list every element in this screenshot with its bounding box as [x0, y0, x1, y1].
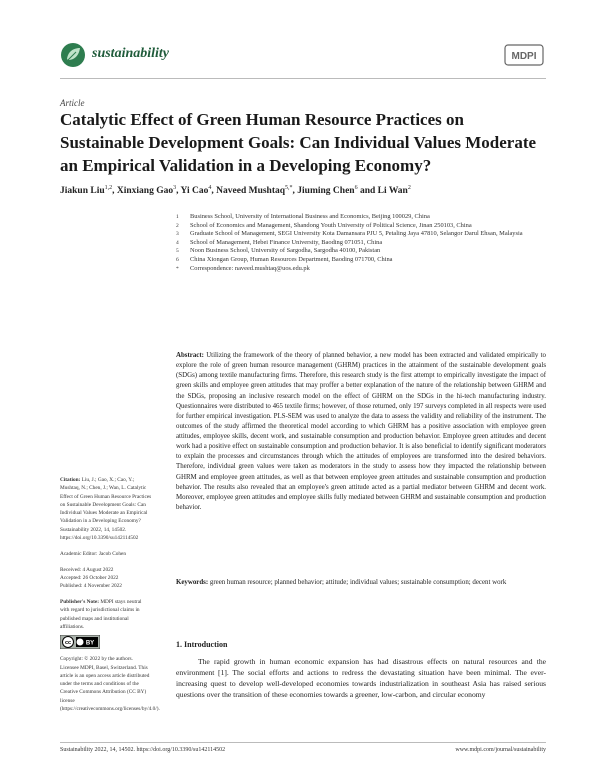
citation	[60, 476, 152, 542]
header-divider	[60, 78, 546, 79]
author-name[interactable]: Li Wan	[377, 186, 408, 197]
publishers-note-label: Publisher's Note:	[60, 599, 99, 606]
copyright-notice: Copyright: © 2022 by the authors. Licensee MDPI, Basel, Switzerland. This article is an open access article distributed under the terms and conditions of the Creative Commons Attribution (CC BY) license (https://creativecommons.org/licenses/by/4.0/).	[60, 656, 160, 713]
author-name[interactable]: Jiuming Chen	[297, 186, 355, 197]
affiliation-item	[176, 247, 546, 256]
citation-label: Citation:	[60, 477, 81, 483]
section-heading: 1. Introduction	[176, 640, 228, 649]
author-name[interactable]: Yi Cao	[180, 186, 209, 197]
journal-leaf-icon	[60, 42, 86, 68]
affiliation-mark: 2	[176, 222, 179, 229]
correspondence-text: Correspondence: naveed.mushtaq@uos.edu.pk	[190, 264, 310, 272]
publishers-note-text: MDPI stays neutral with regard to jurisdictional claims in published maps and institutional affiliations.	[60, 599, 142, 630]
footer-divider	[60, 742, 546, 743]
abstract	[176, 351, 546, 513]
affiliation-text: Noon Business School, University of Sargodha, Sargodha 40100, Pakistan	[190, 247, 381, 255]
author-affiliation-mark: 1,2	[104, 185, 113, 191]
publishers-note	[60, 598, 152, 631]
footer-journal-url[interactable]: www.mdpi.com/journal/sustainability	[455, 747, 546, 753]
journal-name[interactable]: sustainability	[92, 46, 170, 61]
cc-by-icon[interactable]	[60, 635, 100, 649]
citation-text[interactable]: Liu, J.; Gao, X.; Cao, Y.; Mushtaq, N.; Chen, J.; Wan, L. Catalytic Effect of Green Human Resource Practices on Sustainable Development Goals: Can Individual Values Moderate an Empirical Validation in a Developing Economy? Sustainability 2022, 14, 14502. https://doi.org/10.3390/su142114502	[60, 477, 152, 542]
affiliation-item	[176, 239, 546, 248]
affiliation-text: China Xiongan Group, Human Resources Department, Baoding 071700, China	[190, 255, 393, 263]
affiliation-text: School of Management, Hebei Finance University, Baoding 071051, China	[190, 238, 383, 246]
affiliation-mark: 3	[176, 231, 179, 238]
affiliation-item	[176, 256, 546, 265]
affiliation-text: Graduate School of Management, SEGI University Kota Damansara PJU 5, Petaling Jaya 47810, Selangor Darul Ehsan, Malaysia	[190, 230, 523, 238]
published-date: Published: 4 November 2022	[60, 583, 122, 590]
article-title: Catalytic Effect of Green Human Resource Practices on Sustainable Development Goals: Can Individual Values Moderate an Empirical Validation in a Developing Economy?	[60, 110, 537, 175]
affiliation-mark: 1	[176, 214, 179, 220]
author-affiliation-mark: 5,*	[285, 185, 293, 191]
svg-text:BY: BY	[85, 640, 95, 647]
affiliation-list	[176, 213, 546, 273]
author-affiliation-mark: 4	[208, 185, 212, 191]
received-date: Received: 4 August 2022	[60, 566, 114, 573]
academic-editor: Academic Editor: Jacob Cohen	[60, 550, 127, 557]
affiliation-item	[176, 213, 546, 222]
article-type: Article	[60, 98, 85, 108]
affiliation-item	[176, 230, 546, 239]
keywords	[176, 578, 546, 588]
author-affiliation-mark: 6	[354, 185, 358, 191]
author-name[interactable]: Naveed Mushtaq	[216, 186, 286, 197]
article-info-sidebar	[60, 476, 160, 713]
affiliation-mark: 6	[176, 256, 179, 263]
affiliation-mark: *	[176, 265, 179, 272]
abstract-text: Utilizing the framework of the theory of planned behavior, a new model has been extracted and validated empirically to explore the role of green human resource management (GHRM) practices in the attainment of the sustainable development goals (SDGs) among textile manufacturing firms. Therefore, this research study is the first attempt to empirically investigate the impact of green skills and employee green attitudes that may proffer a better explanation of the nature of the relationship between GHRM and the SDGs, proposing an inclusive research model on the effect of GHRM on the SDGs in the hi-tech manufacturing industry. Questionnaires were distributed to 465 textile firms; however, of those returned, only 197 surveys completed in all respects were used for further empirical investigation. PLS-SEM was used to analyze the data to assess the validity and reliability of the instrument. The outcomes of the study affirmed the theoretical model according to which GHRM has a positive association with employee green attitudes, employee skills, decent work, and sustainable consumption and production behavior. Employee green attitudes and decent work had a positive effect on sustainable consumption and production behavior. It is also beneficial to identify significant moderators to explain the processes and circumstances through which the attitudes of employees are transformed into the desired behaviors. Therefore, individual green values were taken as moderators in the study to assess how they impacted the relationship between GHRM and employee green attitudes, as well as that between employee green attitudes and sustainable consumption and production behavior. The results also revealed that an employee's green attitude acted as a partial mediator between GHRM and decent work. Moreover, employee green attitudes and employee skills fully mediated between GHRM and sustainable consumption and production behavior.	[176, 352, 546, 511]
accepted-date: Accepted: 26 October 2022	[60, 574, 119, 581]
abstract-label: Abstract:	[176, 352, 204, 359]
author-affiliation-mark: 3	[173, 185, 177, 191]
keywords-text: green human resource; planned behavior; attitude; individual values; sustainable consumption; decent work	[209, 579, 507, 586]
affiliation-text: School of Economics and Management, Shandong Youth University of Political Science, Jinan 250103, China	[190, 221, 472, 229]
author-name[interactable]: Jiakun Liu	[60, 186, 105, 197]
mdpi-logo[interactable]	[504, 44, 544, 66]
affiliation-item	[176, 222, 546, 231]
publisher-logo-text: MDPI	[511, 51, 537, 62]
svg-text:cc: cc	[64, 640, 72, 647]
introduction-text: The rapid growth in human economic expansion has had disastrous effects on natural resources and the environment [1]. The social efforts and actions to redress the devastating situation have been minimal. The ever-increasing quest to develop well-developed economies towards industrialization in southeast Asia has raised serious questions over the transition of these economies towards a greener, low-carbon, and circular economy	[176, 657, 546, 700]
author-list: Jiakun Liu$^{1,2}$, Xinxiang Gao$^3$, Yi Cao$^4$, Naveed Mushtaq$^{5,*}$, Jiuming Chen$^6$ and Li Wan$^2$	[60, 185, 411, 197]
correspondence[interactable]	[176, 265, 546, 274]
affiliation-text: Business School, University of International Business and Economics, Beijing 100029, China	[190, 213, 430, 220]
footer-citation[interactable]: Sustainability 2022, 14, 14502. https://doi.org/10.3390/su142114502	[60, 747, 226, 753]
keywords-label: Keywords:	[176, 579, 209, 586]
affiliation-mark: 4	[176, 239, 179, 246]
author-affiliation-mark: 2	[407, 185, 411, 191]
author-name[interactable]: Xinxiang Gao	[116, 186, 174, 197]
affiliation-mark: 5	[176, 248, 179, 255]
